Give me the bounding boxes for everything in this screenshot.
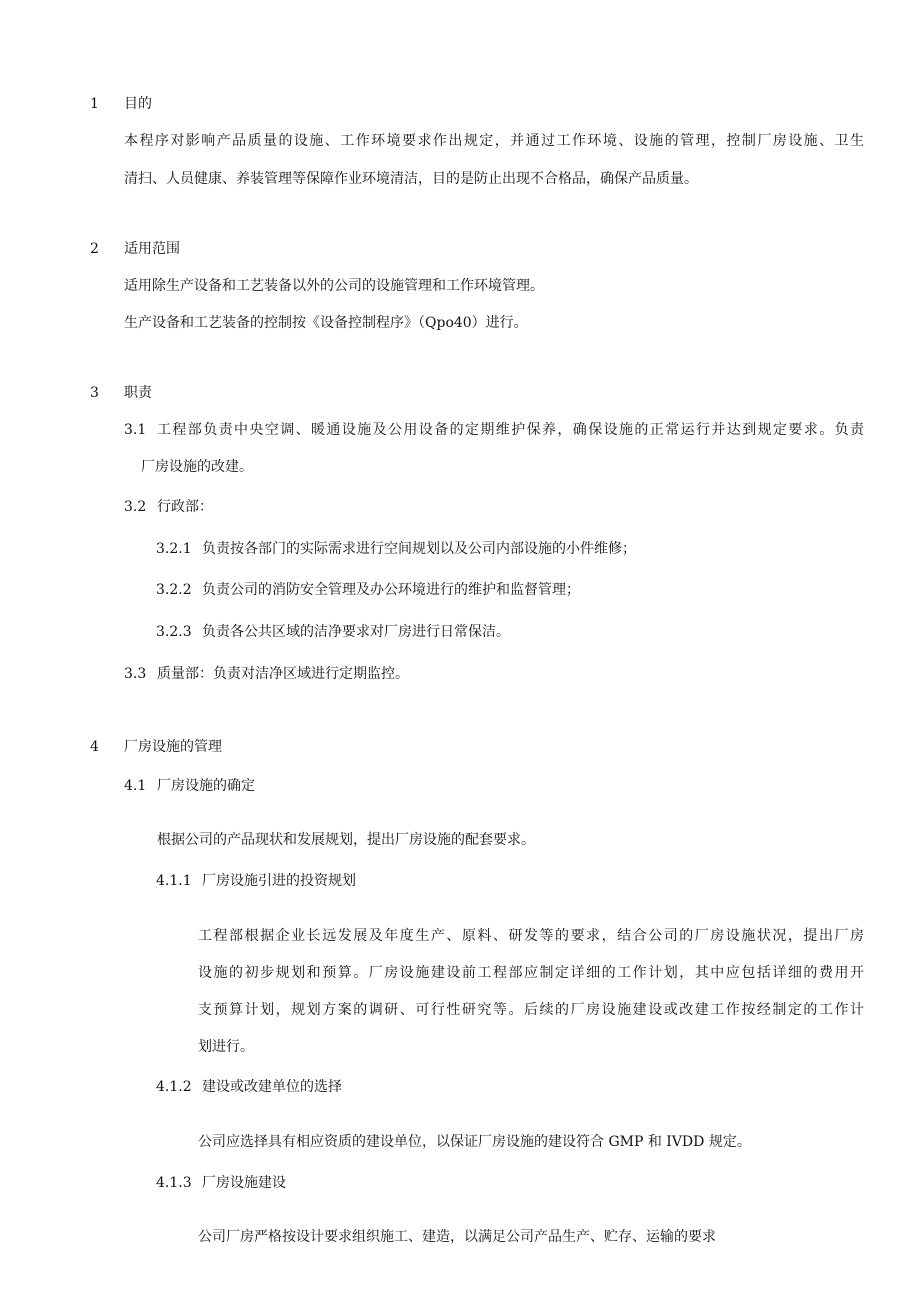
- section-1-paragraph-line-1: 本程序对影响产品质量的设施、工作环境要求作出规定，并通过工作环境、设施的管理，控制厂房设施、卫生: [124, 133, 864, 149]
- item-4-1-2-paragraph: 公司应选择具有相应资质的建设单位，以保证厂房设施的建设符合 GMP 和 IVDD 规定。: [198, 1134, 751, 1150]
- section-2-number: 2: [90, 241, 99, 257]
- item-3-2-number: 3.2: [124, 499, 147, 515]
- section-1-paragraph-line-2: 清扫、人员健康、养装管理等保障作业环境清洁，目的是防止出现不合格品，确保产品质量。: [124, 171, 698, 187]
- item-3-2-2-text: 负责公司的消防安全管理及办公环境进行的维护和监督管理；: [202, 582, 580, 598]
- section-4-number: 4: [90, 739, 99, 755]
- item-3-2-3-number: 3.2.3: [156, 624, 192, 640]
- item-4-1-1-heading: 厂房设施引进的投资规划: [202, 873, 356, 889]
- item-3-2-1-text: 负责按各部门的实际需求进行空间规划以及公司内部设施的小件维修；: [202, 541, 636, 557]
- item-4-1-1-paragraph-line-1: 工程部根据企业长远发展及年度生产、原料、研发等的要求，结合公司的厂房设施状况，提出厂房: [198, 928, 864, 944]
- item-3-3-number: 3.3: [124, 666, 147, 682]
- item-3-1-number: 3.1: [124, 422, 147, 438]
- item-4-1-3-paragraph: 公司厂房严格按设计要求组织施工、建造，以满足公司产品生产、贮存、运输的要求: [198, 1229, 716, 1245]
- item-4-1-1-paragraph-line-3: 支预算计划，规划方案的调研、可行性研究等。后续的厂房设施建设或改建工作按经制定的工作计: [198, 1002, 864, 1018]
- item-4-1-2-heading: 建设或改建单位的选择: [202, 1079, 342, 1095]
- item-3-2-1-number: 3.2.1: [156, 541, 192, 557]
- item-3-2-3-text: 负责各公共区域的洁净要求对厂房进行日常保洁。: [202, 624, 510, 640]
- item-3-2-text: 行政部：: [157, 499, 213, 515]
- section-2-heading: 适用范围: [124, 241, 180, 257]
- section-4-heading: 厂房设施的管理: [124, 739, 222, 755]
- item-4-1-3-number: 4.1.3: [156, 1175, 192, 1191]
- item-4-1-1-number: 4.1.1: [156, 873, 192, 889]
- section-2-paragraph-1: 适用除生产设备和工艺装备以外的公司的设施管理和工作环境管理。: [124, 278, 544, 294]
- section-3-heading: 职责: [124, 385, 152, 401]
- section-1-number: 1: [90, 96, 99, 112]
- section-2-paragraph-2: 生产设备和工艺装备的控制按《设备控制程序》（Qpo40）进行。: [124, 315, 528, 331]
- item-3-1-text-line-1: 工程部负责中央空调、暖通设施及公用设备的定期维护保养，确保设施的正常运行并达到规定要求。负责: [157, 422, 864, 438]
- item-4-1-3-heading: 厂房设施建设: [202, 1175, 286, 1191]
- item-4-1-paragraph: 根据公司的产品现状和发展规划，提出厂房设施的配套要求。: [157, 832, 535, 848]
- item-3-3-text: 质量部：负责对洁净区域进行定期监控。: [157, 666, 409, 682]
- item-4-1-number: 4.1: [124, 778, 147, 794]
- item-4-1-heading: 厂房设施的确定: [157, 778, 255, 794]
- section-3-number: 3: [90, 385, 99, 401]
- item-4-1-1-paragraph-line-4: 划进行。: [198, 1039, 254, 1055]
- section-1-heading: 目的: [124, 96, 152, 112]
- item-3-1-text-line-2: 厂房设施的改建。: [141, 459, 253, 475]
- item-4-1-1-paragraph-line-2: 设施的初步规划和预算。厂房设施建设前工程部应制定详细的工作计划，其中应包括详细的费用开: [198, 965, 864, 981]
- item-4-1-2-number: 4.1.2: [156, 1079, 192, 1095]
- item-3-2-2-number: 3.2.2: [156, 582, 192, 598]
